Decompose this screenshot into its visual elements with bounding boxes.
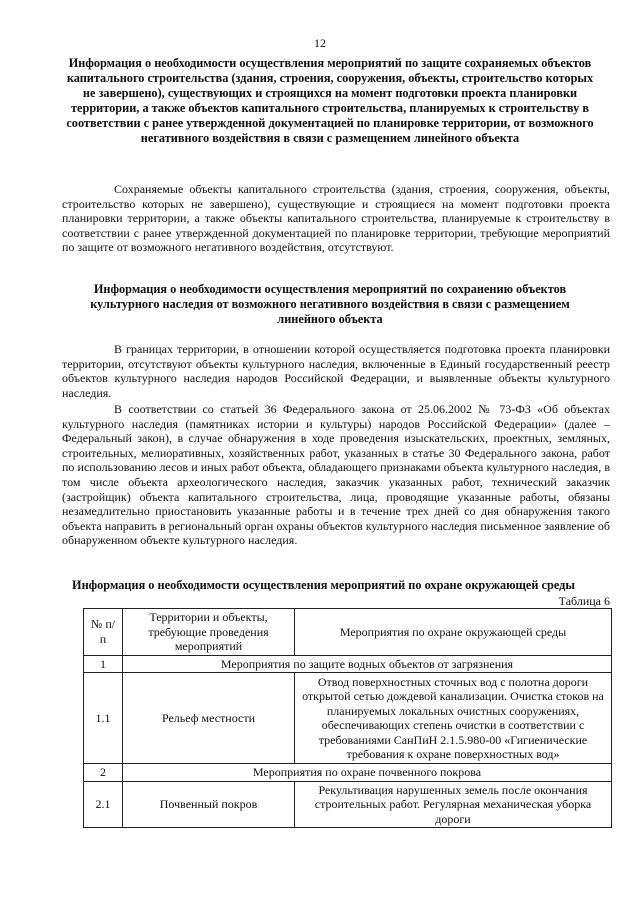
row-number: 1.1 [84,673,123,764]
section-heading-capital-objects: Информация о необходимости осуществления мероприятий по защите сохраняемых объектов капитального строительства (здания, строения, сооружения, объекты, строительство которых не завершено), существующих и строящихся на момент подготовки проекта планировки территории, а также объектов капитального строительства, планируемых к строительству в соответствии с ранее утвержденной документацией по планировке территории, от возможного негативного воздействия в связи с размещением линейного объекта [66,56,594,145]
table-row [84,781,612,828]
table-group-row [84,655,612,673]
group-title: Мероприятия по защите водных объектов от загрязнения [123,655,612,673]
environment-measures-table [83,608,612,828]
table-caption: Таблица 6 [558,594,610,608]
group-number: 2 [84,764,123,782]
header-number: № п/п [84,609,123,656]
table-row [84,673,612,764]
table-header-row [84,609,612,656]
paragraph-capital-objects: Сохраняемые объекты капитального строительства (здания, строения, сооружения, объекты, строительство которых не завершено), существующие и строящиеся на момент подготовки проекта планировки территории, а также объекты капитального строительства, планируемые к строительству в соответствии с ранее утвержденной документацией по планировке территории, требующие мероприятий по защите от возможного негативного воздействия, отсутствуют. [62,182,610,255]
row-territory: Почвенный покров [123,781,295,828]
group-title: Мероприятия по охране почвенного покрова [123,764,612,782]
section-heading-environment: Информация о необходимости осуществления мероприятий по охране окружающей среды [72,578,575,592]
paragraph-cultural-heritage-2: В соответствии со статьей 36 Федерального закона от 25.06.2002 № 73-ФЗ «Об объектах культурного наследия (памятниках истории и культуры) народов Российской Федерации» (далее – Федеральный закон), в случае обнаружения в ходе проведения изыскательских, проектных, земляных, строительных, мелиоративных, хозяйственных работ, указанных в статье 30 Федерального закона, работ по использованию лесов и иных работ объекта, обладающего признаками объекта культурного наследия, в том числе объекта археологического наследия, заказчик указанных работ, технический заказчик (застройщик) объекта капитального строительства, лица, проводящие указанные работы, обязаны незамедлительно приостановить указанные работы и в течение трех дней со дня обнаружения такого объекта направить в региональный орган охраны объектов культурного наследия письменное заявление об обнаруженном объекте культурного наследия. [62,402,610,548]
page-number: 12 [314,36,326,50]
row-measures: Отвод поверхностных сточных вод с полотна дороги открытой сетью дождевой канализации. Очистка стоков на планируемых локальных очистных сооружениях, обеспечивающих степень очистки в соответствии с требованиями СанПиН 2.1.5.980-00 «Гигиенические требования к охране поверхностных вод» [295,673,612,764]
header-territories: Территории и объекты, требующие проведения мероприятий [123,609,295,656]
table-group-row [84,764,612,782]
header-measures: Мероприятия по охране окружающей среды [295,609,612,656]
paragraph-cultural-heritage-1: В границах территории, в отношении которой осуществляется подготовка проекта планировки территории, отсутствуют объекты культурного наследия, включенные в Единый государственный реестр объектов культурного наследия народов Российской Федерации, и выявленные объекты культурного наследия. [62,342,610,400]
section-heading-cultural-heritage: Информация о необходимости осуществления мероприятий по сохранению объектов культурного наследия от возможного негативного воздействия в связи с размещением линейного объекта [90,282,570,326]
row-number: 2.1 [84,781,123,828]
group-number: 1 [84,655,123,673]
row-territory: Рельеф местности [123,673,295,764]
row-measures: Рекультивация нарушенных земель после окончания строительных работ. Регулярная механическая уборка дороги [295,781,612,828]
